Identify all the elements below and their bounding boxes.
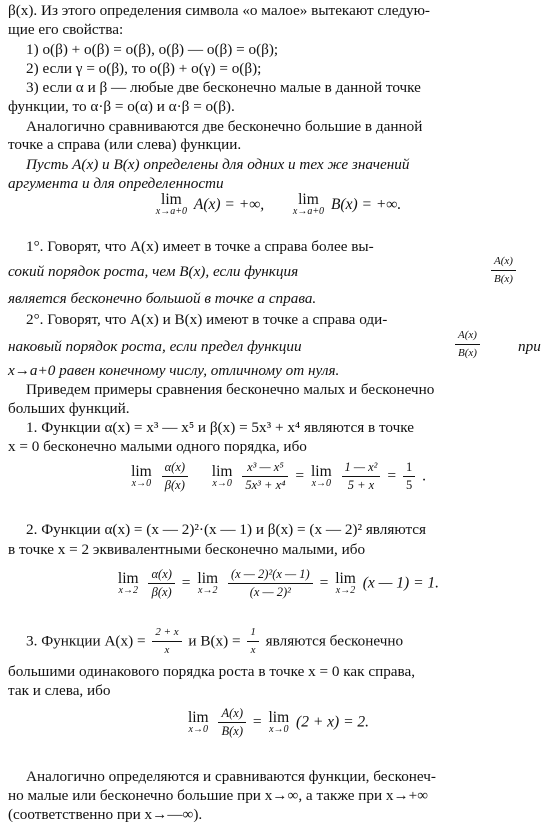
definition-1-cont: сокий порядок роста, чем B(x), если функция xyxy=(8,263,299,280)
lim-operator: lim x→2 xyxy=(197,569,219,596)
fraction: $\frac{1}{5}$ xyxy=(403,460,415,493)
equals: = xyxy=(387,467,397,485)
paragraph-start: Приведем примеры сравнения бесконечно малых и бесконечно xyxy=(26,381,435,398)
example-1: 1. Функции α(x) = x³ — x⁵ и β(x) = 5x³ + x⁴ являются в точке xyxy=(26,419,415,436)
lim-operator: lim x→a+0 xyxy=(155,191,187,217)
fraction: $\frac{1}{x}$ xyxy=(247,625,259,658)
example-2: 2. Функции α(x) = (x — 2)²·(x — 1) и β(x) = (x — 2)² являются xyxy=(26,521,427,538)
fraction: $\frac{\alpha(x)}{\beta(x)}$ xyxy=(162,460,188,493)
equals: = xyxy=(252,713,262,731)
equals: = xyxy=(319,574,329,592)
formula-example-2 xyxy=(0,567,554,600)
lim-operator: lim x→0 xyxy=(187,708,209,735)
fraction: $\frac{\text{1 — x²}}{5 + x}$ xyxy=(342,460,381,493)
lim-operator: lim x→a+0 xyxy=(292,191,325,217)
definition-2-cont: наковый порядок роста, если предел функции xyxy=(8,338,302,355)
formula-infinite-limits xyxy=(0,193,554,217)
text-line: является бесконечно большой в точке a справа. xyxy=(8,290,317,307)
text-line: в точке x = 2 эквивалентными бесконечно малыми, ибо xyxy=(8,541,366,558)
period: . xyxy=(422,467,426,485)
text-word: при xyxy=(518,338,541,355)
lim-operator: lim x→2 xyxy=(117,569,139,596)
fraction-a-over-b: $\frac{A(x)}{B(x)}$ xyxy=(488,254,519,287)
text-line: больших функций. xyxy=(8,400,130,417)
example-3: 3. Функции A(x) = $\frac{2 + x}{x}$ и B(x) = $\frac{1}{x}$ являются бесконечно xyxy=(26,626,404,656)
italic-line: аргумента и для определенности xyxy=(8,175,224,192)
formula-part: A(x) = +∞, xyxy=(193,196,265,213)
text-line: (соответственно при x→—∞). xyxy=(8,806,203,823)
text-line: x = 0 бесконечно малыми одного порядка, ибо xyxy=(8,438,307,455)
formula-part: B(x) = +∞. xyxy=(330,196,402,213)
definition-2: 2°. Говорят, что A(x) и B(x) имеют в точке a справа оди- xyxy=(26,311,388,328)
text-line: β(x). Из этого определения символа «о малое» вытекают следую- xyxy=(8,2,430,19)
fraction: $\frac{A(x)}{B(x)}$ xyxy=(218,706,246,739)
lim-operator: lim x→0 xyxy=(211,462,233,489)
lim-operator: lim x→0 xyxy=(131,462,152,489)
lim-operator: lim x→0 xyxy=(268,708,290,735)
lim-operator: lim x→2 xyxy=(335,569,356,596)
text-line: функции, то α·β = o(α) и α·β = o(β). xyxy=(8,98,235,115)
text-line: так и слева, ибо xyxy=(8,682,111,699)
text-line: точке a справа (или слева) функции. xyxy=(8,136,242,153)
lim-operator: lim x→0 xyxy=(310,462,332,489)
text-line: но малые или бесконечно большие при x→∞, а также при x→+∞ xyxy=(8,787,429,804)
definition-1: 1°. Говорят, что A(x) имеет в точке a справа более вы- xyxy=(26,238,374,255)
fraction: $\frac{\alpha(x)}{\beta(x)}$ xyxy=(148,567,174,600)
text-line: щие его свойства: xyxy=(8,21,124,38)
text-line: x→a+0 равен конечному числу, отличному от нуля. xyxy=(8,362,340,379)
equals: = xyxy=(295,467,305,485)
fraction: $\frac{\text{x³ — x⁵}}{\text{5x³ + x⁴}}$ xyxy=(242,460,288,493)
formula-example-1 xyxy=(0,460,554,493)
fraction: $\frac{\text{(x — 2)²(x — 1)}}{\text{(x — 2)²}}$ xyxy=(228,567,313,600)
property-3: 3) если α и β — любые две бесконечно малые в данной точке xyxy=(26,79,421,96)
fraction: $\frac{2 + x}{x}$ xyxy=(152,625,181,658)
text-line: большими одинакового порядка роста в точке x = 0 как справа, xyxy=(8,663,416,680)
formula-part: (2 + x) = 2. xyxy=(296,713,370,731)
formula-part: (x — 1) = 1. xyxy=(362,574,440,592)
property-2: 2) если γ = o(β), то o(β) + o(γ) = o(β); xyxy=(26,60,262,77)
formula-example-3 xyxy=(0,706,554,739)
equals: = xyxy=(181,574,191,592)
property-1: 1) o(β) + o(β) = o(β), o(β) — o(β) = o(β); xyxy=(26,41,279,58)
paragraph-start: Аналогично сравниваются две бесконечно большие в данной xyxy=(26,118,423,135)
fraction-a-over-b: $\frac{A(x)}{B(x)}$ xyxy=(452,328,483,361)
paragraph-start: Аналогично определяются и сравниваются функции, бесконеч- xyxy=(26,768,436,785)
italic-line: Пусть A(x) и B(x) определены для одних и тех же значений xyxy=(26,156,410,173)
